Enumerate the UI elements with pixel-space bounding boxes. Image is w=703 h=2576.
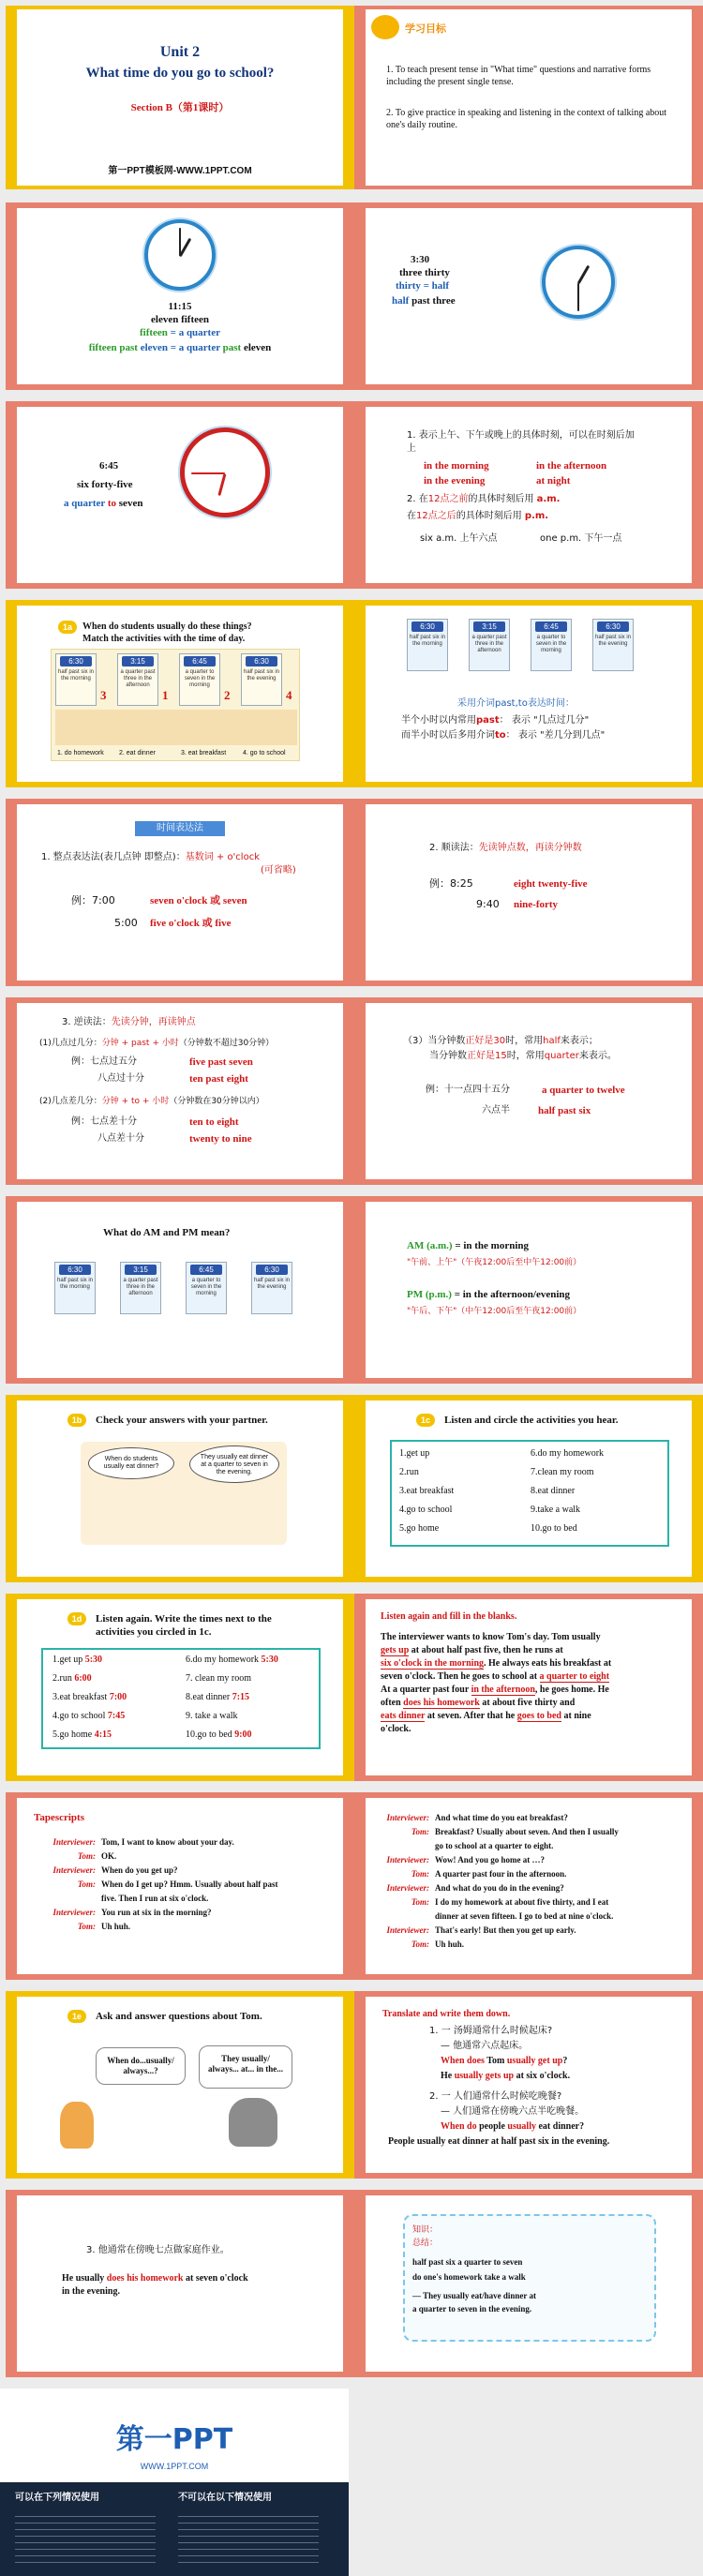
summary-line: half past six a quarter to seven — [412, 2257, 523, 2267]
question: What do AM and PM mean? — [103, 1227, 231, 1238]
quarter-rule: fifteen = a quarter — [139, 327, 220, 338]
logo-url: WWW.1PPT.COM — [140, 2462, 209, 2471]
in-the-evening: in the evening — [424, 475, 486, 487]
time-card: 6:30 half past six in the evening — [251, 1262, 292, 1314]
example-answer: ten to eight — [189, 1116, 239, 1128]
rule-title: 采用介词past,to表达时间： — [457, 698, 575, 709]
slide-1-title — [6, 6, 354, 189]
site-watermark: 第一PPT模板网-WWW.1PPT.COM — [108, 166, 252, 176]
caption: 1. do homework — [57, 750, 104, 756]
question-cn: 1. 一 汤姆通常什么时候起床? — [429, 2026, 553, 2036]
note-label: 总结： — [412, 2239, 439, 2248]
in-the-afternoon: in the afternoon — [536, 460, 607, 472]
speaker: Tom: — [411, 1869, 429, 1879]
example-cn: 六点半 — [482, 1105, 510, 1116]
speech-bubble: They usually/ always... at... in the... — [199, 2045, 292, 2089]
section-number-badge: 1e — [67, 2010, 86, 2023]
slide-23-translate-3 — [6, 2190, 354, 2377]
activity-item: 5.go home — [399, 1523, 440, 1534]
passage-line: eats dinner at seven. After that he goes to bed at nine — [381, 1711, 591, 1721]
instruction: Listen again. Write the times next to the — [96, 1613, 272, 1625]
instruction: Listen and circle the activities you hear. — [444, 1415, 619, 1426]
answer-number: 1 — [162, 688, 169, 702]
usage-text-block — [178, 2510, 319, 2569]
time-words: three thirty — [399, 267, 450, 278]
time-card: 6:30 half past six in the morning — [55, 653, 97, 706]
slide-5-clock-645 — [6, 401, 354, 589]
example-answer: twenty to nine — [189, 1133, 252, 1145]
instruction: Ask and answer questions about Tom. — [96, 2011, 262, 2022]
tapescript-heading: Tapescripts — [34, 1812, 84, 1823]
activity-item: 6.do my homework — [531, 1448, 605, 1459]
clock-icon — [144, 219, 216, 291]
example-answer: five o'clock 或 five — [150, 918, 232, 929]
passage-line: gets up at about half past five, then he runs at — [381, 1645, 563, 1655]
answer-number: 2 — [224, 688, 231, 702]
past-example: fifteen past eleven = a quarter past eleven — [88, 342, 272, 353]
usage-panel — [0, 2482, 349, 2576]
answer-en: When do people usually eat dinner? — [441, 2121, 585, 2132]
answer-cn: — 人们通常在傍晚六点半吃晚餐。 — [441, 2106, 585, 2117]
example-cn: 八点差十分 — [97, 1133, 144, 1144]
activity-pictures — [55, 710, 297, 745]
rule-half: （3）当分钟数正好是30时，常用half来表示； — [403, 1036, 598, 1046]
sun-icon — [371, 15, 399, 39]
activities-panel — [51, 649, 300, 761]
slide-14-am-pm-meaning — [354, 1196, 703, 1384]
cat-icon — [60, 2102, 94, 2149]
rule-past: (1)几点过几分：分钟 + past + 小时（分钟数不超过30分钟） — [39, 1039, 275, 1048]
speaker: Interviewer: — [52, 1908, 96, 1917]
time-card: 6:30 half past six in the evening — [241, 653, 282, 706]
time-card: 6:30 half past six in the morning — [407, 619, 448, 671]
slide-12-half-quarter — [354, 997, 703, 1185]
dialogue-line: dinner at seven fifteen. I go to bed at nine o'clock. — [435, 1911, 614, 1921]
instruction: Listen again and fill in the blanks. — [381, 1611, 517, 1622]
clock-icon — [180, 427, 270, 517]
instruction: Translate and write them down. — [382, 2009, 511, 2019]
passage-line: At a quarter past four in the afternoon, he goes home. He — [381, 1685, 609, 1695]
speaker: Tom: — [77, 1922, 96, 1931]
example-cn: 例：十一点四十五分 — [426, 1085, 510, 1095]
section-number-badge: 1b — [67, 1414, 86, 1427]
slide-16-listen-circle — [354, 1395, 703, 1582]
question-cn: 2. 一 人们通常什么时候吃晚餐? — [429, 2091, 562, 2102]
section-number-badge: 1a — [58, 621, 77, 634]
usage-text-block — [15, 2510, 156, 2569]
activity-row: 5.go home 4:15 — [52, 1730, 112, 1740]
slide-17-write-times — [6, 1594, 354, 1781]
example-time: 5:00 — [114, 917, 138, 929]
question-cn: 3. 他通常在傍晚七点做家庭作业。 — [86, 2245, 230, 2255]
activity-item: 1.get up — [399, 1448, 430, 1459]
pm-definition: PM (p.m.) = in the afternoon/evening — [407, 1289, 571, 1300]
slide-13-am-pm-question — [6, 1196, 354, 1384]
speaker: Interviewer: — [52, 1837, 96, 1847]
example-answer: seven o'clock 或 seven — [150, 895, 247, 906]
at-night: at night — [536, 475, 571, 487]
slide-20-tapescript-2 — [354, 1792, 703, 1980]
answer-number: 3 — [100, 688, 107, 702]
slide-4-clock-330 — [354, 202, 703, 390]
activity-item: 2.run — [399, 1467, 419, 1477]
dialogue-line: Breakfast? Usually about seven. And then I usually — [435, 1827, 619, 1836]
section-label: Section B（第1课时） — [130, 102, 230, 113]
time-card: 6:30 half past six in the evening — [592, 619, 634, 671]
caption: 3. eat breakfast — [181, 750, 227, 756]
note-2: 2. 在12点之前的具体时刻后用 a.m. — [407, 494, 561, 504]
example-cn: 例：七点差十分 — [71, 1116, 137, 1127]
answer-en: He usually does his homework at seven o'clock — [62, 2273, 248, 2284]
example-answer: ten past eight — [189, 1073, 248, 1085]
time-card: 6:45 a quarter to seven in the morning — [179, 653, 220, 706]
example-cn: 八点过十分 — [97, 1073, 144, 1084]
time-card: 3:15 a quarter past three in the afternoon — [469, 619, 510, 671]
example-answer: eight twenty-five — [514, 878, 588, 890]
time-words: eleven fifteen — [151, 314, 209, 325]
dialogue-line: And what do you do in the evening? — [435, 1883, 564, 1893]
clock-icon — [542, 246, 615, 319]
instruction-2: activities you circled in 1c. — [96, 1626, 212, 1638]
speech-bubble: They usually eat dinner at a quarter to seven in the evening. — [189, 1445, 279, 1483]
dialogue-line: A quarter past four in the afternoon. — [435, 1869, 567, 1879]
answer-cn: — 他通常六点起床。 — [441, 2041, 529, 2051]
goals-badge: 学习目标 — [405, 22, 446, 35]
pm-note: "午后、下午"（中午12:00后至午夜12:00前） — [407, 1307, 582, 1316]
optional-note: (可省略) — [261, 865, 296, 876]
note-label: 知识： — [412, 2225, 439, 2235]
summary-line: — They usually eat/have dinner at — [412, 2291, 536, 2300]
caption: 4. go to school — [243, 750, 286, 756]
cat-icon — [229, 2098, 277, 2147]
dialogue-line: five. Then I run at six o'clock. — [101, 1894, 209, 1903]
slide-3-clock-1115 — [6, 202, 354, 390]
passage-line: seven o'clock. Then he goes to school at a quarter to eight — [381, 1671, 610, 1682]
activity-row: 2.run 6:00 — [52, 1673, 92, 1684]
rule-to: 而半小时以后多用介词to： 表示 "差几分到几点" — [401, 730, 606, 741]
example-am: six a.m. 上午六点 — [420, 533, 498, 544]
logo-mark: 第一PPT — [115, 2423, 233, 2456]
dialogue-line: Uh huh. — [101, 1922, 131, 1931]
dialogue-line: That's early! But then you get up early. — [435, 1925, 576, 1935]
section-number-badge: 1d — [67, 1612, 86, 1625]
speech-bubble: When do...usually/ always...? — [96, 2047, 186, 2085]
dialogue-line: I do my homework at about five thirty, and I eat — [435, 1897, 609, 1907]
speaker: Interviewer: — [386, 1855, 429, 1865]
speaker: Tom: — [411, 1827, 429, 1836]
summary-line: a quarter to seven in the evening. — [412, 2304, 532, 2314]
question: When do students usually do these things? — [82, 622, 252, 632]
section-number-badge: 1c — [416, 1414, 435, 1427]
answer-number: 4 — [286, 688, 292, 702]
slide-21-ask-answer — [6, 1991, 354, 2179]
dialogue-line: OK. — [101, 1851, 117, 1861]
speech-bubble: When do students usually eat dinner? — [88, 1447, 174, 1479]
rule-heading: 1. 整点表达法(表几点钟 即整点)：基数词 + o'clock — [41, 852, 260, 862]
rule-heading: 3. 逆读法：先读分钟，再读钟点 — [62, 1017, 196, 1027]
slide-25-ppt-notice — [0, 2389, 349, 2576]
activity-row: 1.get up 5:30 — [52, 1655, 103, 1665]
time-card: 6:45 a quarter to seven in the morning — [186, 1262, 227, 1314]
example-pm: one p.m. 下午一点 — [540, 533, 622, 544]
time-330: 3:30 — [411, 254, 430, 265]
speaker: Interviewer: — [52, 1865, 96, 1875]
rule-past: 半个小时以内常用past： 表示 "几点过几分" — [401, 715, 590, 726]
activity-row: 3.eat breakfast 7:00 — [52, 1692, 127, 1702]
dialogue-line: You run at six in the morning? — [101, 1908, 212, 1917]
speaker: Tom: — [77, 1851, 96, 1861]
unit-label: Unit 2 — [159, 44, 201, 60]
goal-1: 1. To teach present tense in "What time" questions and narrative forms including the present single tense. — [386, 65, 651, 87]
rule-quarter: 当分钟数正好是15时，常用quarter来表示。 — [429, 1051, 617, 1061]
activity-row: 8.eat dinner 7:15 — [186, 1692, 250, 1702]
slide-10-direct-reading — [354, 799, 703, 986]
speaker: Tom: — [411, 1897, 429, 1907]
half-rule: thirty = half — [396, 280, 449, 292]
note-3: 在12点之后的具体时刻后用 p.m. — [407, 511, 549, 521]
goal-2: 2. To give practice in speaking and listening in the context of talking about one's daily routine. — [386, 108, 667, 130]
example-answer: half past six — [538, 1105, 591, 1116]
example-answer: a quarter to twelve — [542, 1085, 625, 1096]
speaker: Interviewer: — [386, 1813, 429, 1822]
speaker: Tom: — [77, 1880, 96, 1889]
section-tag: 时间表达法 — [135, 821, 225, 836]
answer-en: People usually eat dinner at half past six in the evening. — [388, 2136, 610, 2147]
time-card: 6:45 a quarter to seven in the morning — [531, 619, 572, 671]
half-past: half past three — [392, 295, 456, 307]
slide-8-past-to — [354, 600, 703, 787]
slide-7-match — [6, 600, 354, 787]
slide-24-summary — [354, 2190, 703, 2377]
answer-en: in the evening. — [62, 2286, 120, 2297]
activity-row: 10.go to bed 9:00 — [186, 1730, 252, 1740]
slide-18-fill-blanks — [354, 1594, 703, 1781]
activity-item: 8.eat dinner — [531, 1486, 576, 1496]
activity-item: 3.eat breakfast — [399, 1486, 455, 1496]
slide-2-goals — [354, 6, 703, 189]
speaker: Tom: — [411, 1939, 429, 1949]
instruction: Check your answers with your partner. — [96, 1415, 268, 1426]
passage-line: The interviewer wants to know Tom's day. Tom usually — [381, 1632, 601, 1642]
passage-line: often does his homework at about five thirty and — [381, 1698, 576, 1708]
example-time: 例：8:25 — [429, 877, 473, 890]
example-time: 9:40 — [476, 898, 500, 910]
note-1: 1. 表示上午、下午或晚上的具体时刻，可以在时刻后加上 — [407, 430, 635, 454]
example-answer: five past seven — [189, 1056, 253, 1068]
activity-item: 9.take a walk — [531, 1505, 581, 1515]
example-cn: 例：七点过五分 — [71, 1056, 137, 1067]
am-note: "午前、上午"（午夜12:00后至中午12:00前） — [407, 1258, 582, 1267]
slide-9-whole-hour — [6, 799, 354, 986]
question-2: Match the activities with the time of day. — [82, 634, 246, 644]
slide-15-check-answers — [6, 1395, 354, 1582]
answer-en: When does Tom usually get up? — [441, 2056, 568, 2066]
dialogue-line: When do you get up? — [101, 1865, 178, 1875]
example-time: 例：7:00 — [71, 894, 115, 906]
activity-item: 4.go to school — [399, 1505, 453, 1515]
time-645: 6:45 — [99, 460, 119, 472]
usage-heading: 不可以在以下情况使用 — [178, 2493, 272, 2503]
summary-line: do one's homework take a walk — [412, 2272, 526, 2282]
time-words: six forty-five — [77, 479, 133, 490]
activity-row: 4.go to school 7:45 — [52, 1711, 126, 1721]
usage-heading: 可以在下列情况使用 — [15, 2493, 99, 2503]
page-title: What time do you go to school? — [85, 66, 275, 81]
quarter-to: a quarter to seven — [64, 498, 143, 509]
activity-row: 9. take a walk — [186, 1711, 238, 1721]
activity-item: 7.clean my room — [531, 1467, 594, 1477]
dialogue-line: go to school at a quarter to eight. — [435, 1841, 554, 1850]
slide-6-am-pm-notes — [354, 401, 703, 589]
activity-row: 7. clean my room — [186, 1673, 251, 1684]
caption: 2. eat dinner — [119, 750, 156, 756]
answer-en: He usually gets up at six o'clock. — [441, 2071, 571, 2081]
time-1115: 11:15 — [168, 301, 192, 312]
dialogue-line: When do I get up? Hmm. Usually about half past — [101, 1880, 278, 1889]
rule-to: (2)几点差几分：分钟 + to + 小时（分钟数在30分钟以内） — [39, 1097, 264, 1106]
time-card: 6:30 half past six in the morning — [54, 1262, 96, 1314]
in-the-morning: in the morning — [424, 460, 489, 472]
dialogue-line: Uh huh. — [435, 1939, 465, 1949]
am-definition: AM (a.m.) = in the morning — [407, 1240, 530, 1251]
example-answer: nine-forty — [514, 899, 559, 910]
dialogue-line: Wow! And you go home at …? — [435, 1855, 546, 1865]
slide-22-translate — [354, 1991, 703, 2179]
passage-line: o'clock. — [381, 1724, 411, 1734]
time-card: 3:15 a quarter past three in the afternoon — [117, 653, 158, 706]
dialogue-line: And what time do you eat breakfast? — [435, 1813, 568, 1822]
time-card: 3:15 a quarter past three in the afternoon — [120, 1262, 161, 1314]
slide-19-tapescript-1 — [6, 1792, 354, 1980]
speaker: Interviewer: — [386, 1925, 429, 1935]
rule-heading: 2. 顺读法：先读钟点数，再读分钟数 — [429, 843, 582, 853]
activity-item: 10.go to bed — [531, 1523, 577, 1534]
dialogue-line: Tom, I want to know about your day. — [101, 1837, 234, 1847]
passage-line: six o'clock in the morning. He always eats his breakfast at — [381, 1658, 612, 1669]
slide-11-reverse-reading — [6, 997, 354, 1185]
activity-row: 6.do my homework 5:30 — [186, 1655, 278, 1665]
speaker: Interviewer: — [386, 1883, 429, 1893]
